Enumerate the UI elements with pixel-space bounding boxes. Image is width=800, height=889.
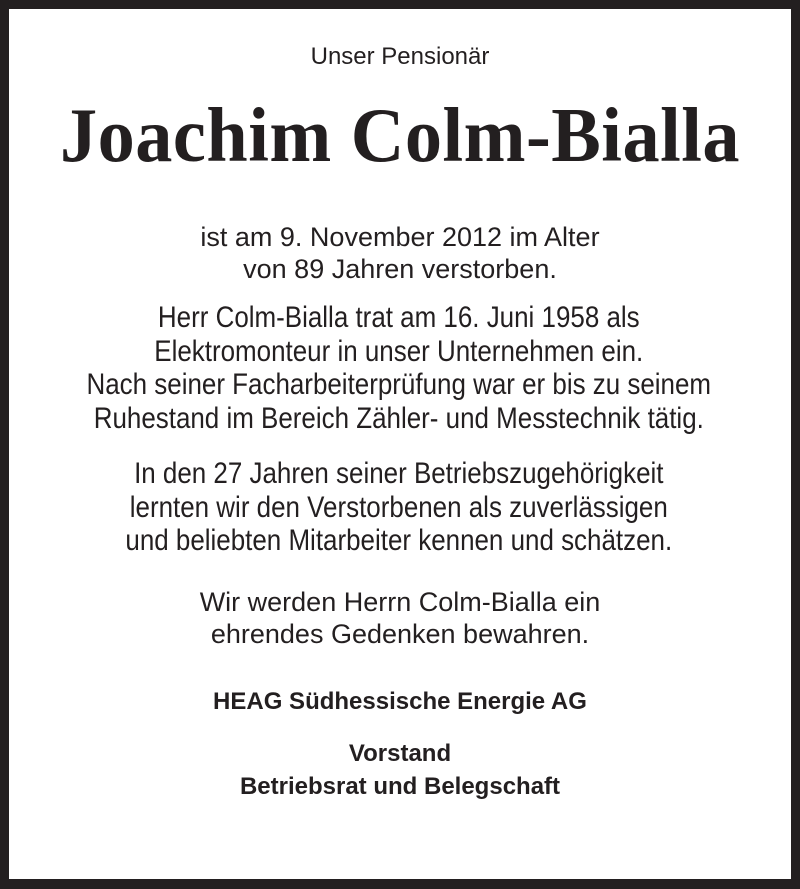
intro-heading xyxy=(0,43,800,71)
signature-company xyxy=(0,688,800,716)
paragraph-line: Elektromonteur in unser Unternehmen ein. xyxy=(154,334,644,368)
paragraph-line: von 89 Jahren verstorben. xyxy=(243,254,557,284)
paragraph-line: ehrendes Gedenken bewahren. xyxy=(210,619,590,649)
signature-line: Betriebsrat und Belegschaft xyxy=(239,773,561,800)
paragraph-death-notice xyxy=(0,221,800,285)
paragraph-line: In den 27 Jahren seiner Betriebszugehörigkeit xyxy=(134,457,664,490)
paragraph-remembrance xyxy=(0,586,800,650)
signature-groups xyxy=(0,737,800,803)
paragraph-line: Wir werden Herrn Colm-Bialla ein xyxy=(199,587,601,617)
paragraph-appreciation xyxy=(0,457,800,558)
name-text: Joachim Colm-Bialla xyxy=(60,92,740,178)
paragraph-line: Nach seiner Facharbeiterprüfung war er bis zu seinem xyxy=(86,368,712,401)
intro-text: Unser Pensionär xyxy=(310,43,490,70)
paragraph-line: lernten wir den Verstorbenen als zuverlässigen xyxy=(129,490,668,524)
paragraph-line: Herr Colm-Bialla trat am 16. Juni 1958 als xyxy=(157,301,640,334)
paragraph-line: und beliebten Mitarbeiter kennen und schätzen. xyxy=(125,524,673,557)
paragraph-line: Ruhestand im Bereich Zähler- und Messtechnik tätig. xyxy=(93,401,704,435)
signature-line: Vorstand xyxy=(348,740,452,767)
paragraph-career xyxy=(0,301,800,435)
company-name: HEAG Südhessische Energie AG xyxy=(213,688,587,715)
deceased-name xyxy=(14,94,786,176)
paragraph-line: ist am 9. November 2012 im Alter xyxy=(200,222,600,252)
